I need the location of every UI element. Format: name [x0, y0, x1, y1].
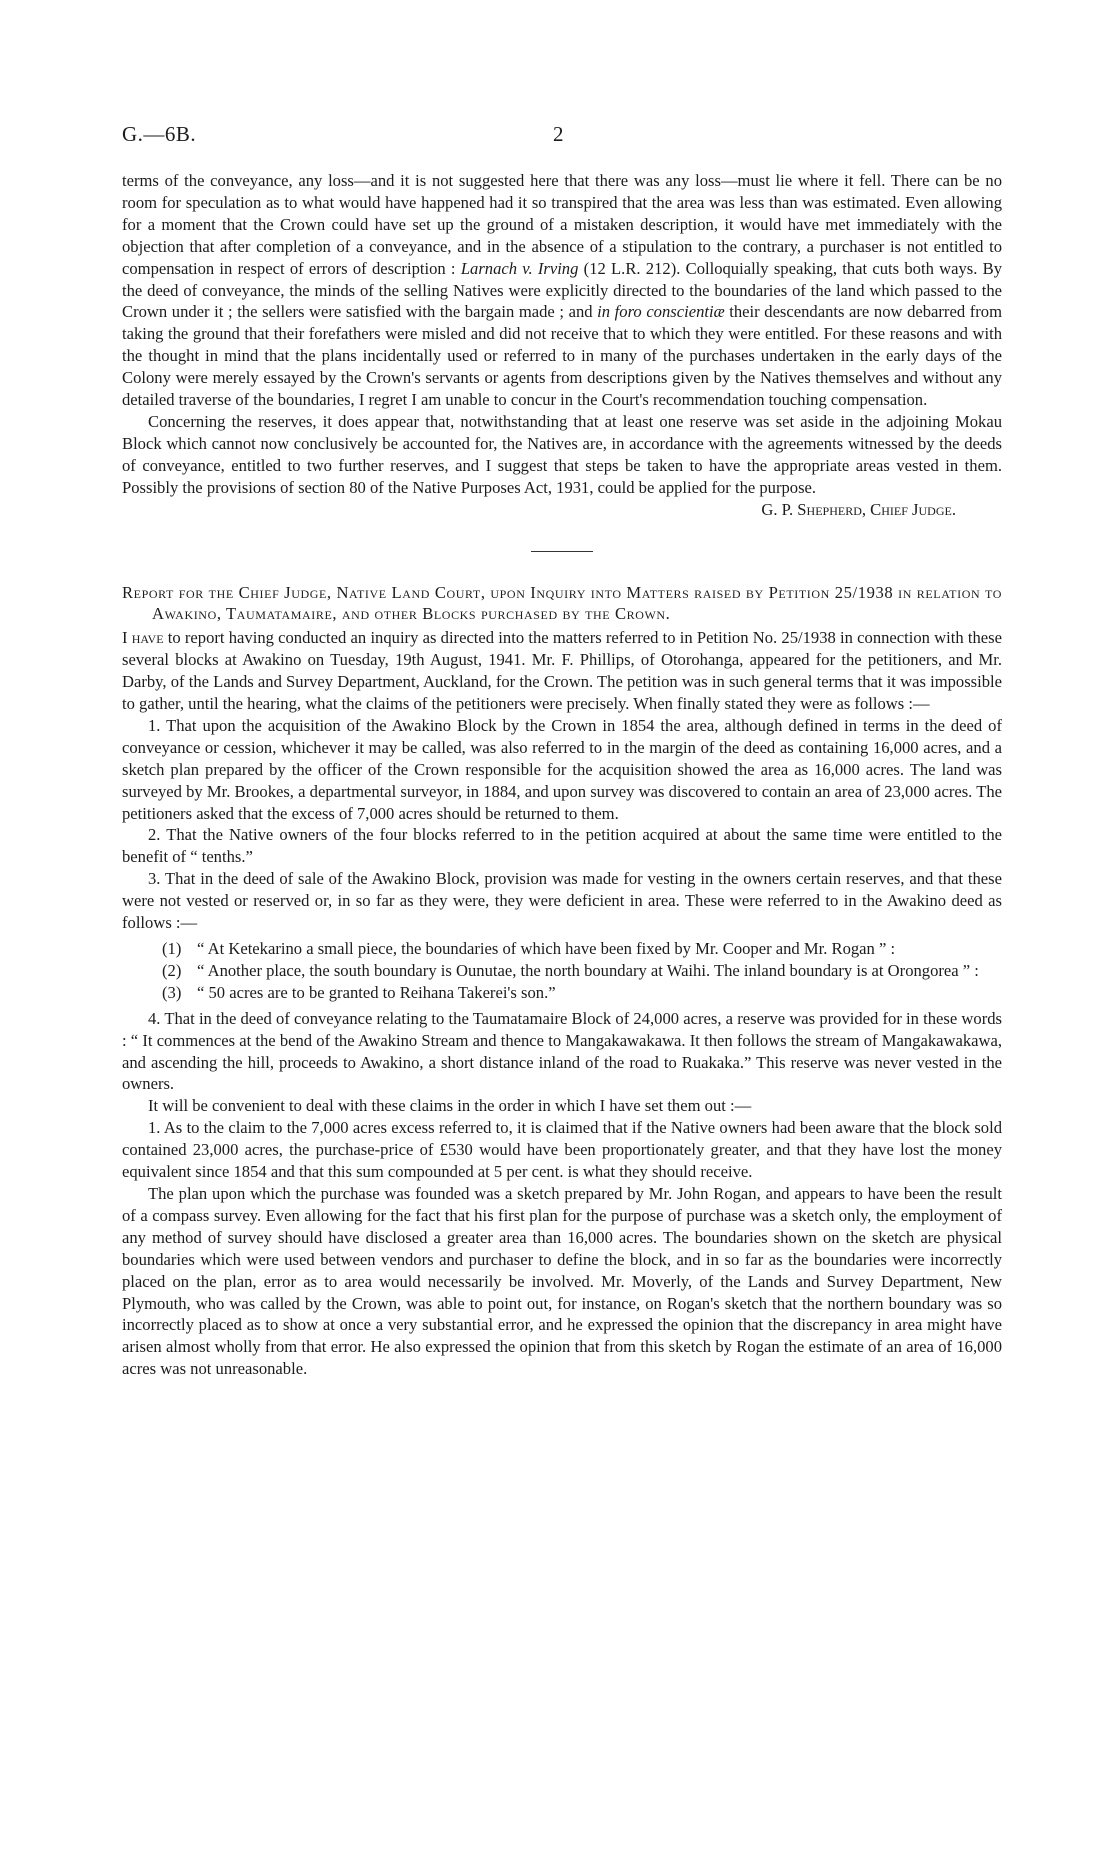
quote-item — [162, 982, 1002, 1004]
paragraph-claim-1: 1. That upon the acquisition of the Awakino Block by the Crown in 1854 the area, although defined in terms in the deed of conveyance or cession, whichever it may be called, was also referred to in the margin of the deed as containing 16,000 acres, and a sketch plan prepared by the officer of the Crown responsible for the acquisition showed the area as 16,000 acres. The land was surveyed by Mr. Brookes, a departmental surveyor, in 1884, and upon survey was discovered to contain an area of 23,000 acres. The petitioners asked that the excess of 7,000 acres should be returned to them. — [122, 715, 1002, 823]
paragraph-intro: I have to report having conducted an inquiry as directed into the matters referred to in Petition No. 25/1938 in connection with these several blocks at Awakino on Tuesday, 19th August, 1941. Mr. F. Phillips, of Otorohanga, appeared for the petitioners, and Mr. Darby, of the Lands and Survey Department, Auckland, for the Crown. The petition was in such general terms that it was impossible to gather, until the hearing, what the claims of the petitioners were precisely. When finally stated they were as follows :— — [122, 628, 1002, 714]
case-citation: Larnach v. Irving — [460, 258, 579, 278]
quote-text: “ At Ketekarino a small piece, the boundaries of which have been fixed by Mr. Cooper and Mr. Rogan ” : — [197, 939, 896, 958]
paragraph-plan: The plan upon which the purchase was founded was a sketch prepared by Mr. John Rogan, and appears to have been the result of a compass survey. Even allowing for the fact that his first plan for the purpose of purchase was a sketch only, the employment of any method of survey should have disclosed a greater area than 16,000 acres. The boundaries shown on the sketch are physical boundaries which were used between vendors and purchaser to define the block, and in so far as the boundaries were incorrectly placed on the plan, error as to area would necessarily be involved. Mr. Moverly, of the Lands and Survey Department, New Plymouth, who was called by the Crown, was able to point out, for instance, on Rogan's sketch that the northern boundary was so incorrectly placed as to show at once a very substantial error, and he expressed the opinion that the discrepancy in area might have arisen almost wholly from that error. He also expressed the opinion that from this sketch by Rogan the estimate of an area of 16,000 acres was not unreasonable. — [122, 1183, 1002, 1379]
paragraph-reserves: Concerning the reserves, it does appear that, notwithstanding that at least one reserve was set aside in the adjoining Mokau Block which cannot now conclusively be accounted for, the Natives are, in accordance with the agreements witnessed by the deeds of conveyance, entitled to two further reserves, and I suggest that steps be taken to have the appropriate areas vested in them. Possibly the provisions of section 80 of the Native Purposes Act, 1931, could be applied for the purpose. — [122, 411, 1002, 497]
paragraph-claim-4: 4. That in the deed of conveyance relating to the Taumatamaire Block of 24,000 acres, a reserve was provided for in these words : “ It commences at the bend of the Awakino Stream and thence to Mangakawakawa. It then follows the stream of Mangakawakawa, and ascending the hill, proceeds to Awakino, a short distance inland of the road to Ruakaka.” This reserve was never vested in the owners. — [122, 1008, 1002, 1094]
reserve-quotes — [162, 938, 1002, 1004]
quote-text: “ Another place, the south boundary is Ounutae, the north boundary at Waihi. The inland boundary is at Orongorea ” : — [197, 960, 979, 980]
intro-lead: I have — [122, 628, 164, 648]
quote-number: (3) — [162, 982, 182, 1002]
document-body — [122, 170, 1002, 1380]
quote-item — [162, 960, 1002, 982]
paragraph-answer-1: 1. As to the claim to the 7,000 acres excess referred to, it is claimed that if the Native owners had been aware that the block sold contained 23,000 acres, the purchase-price of £530 would have been proportionately greater, and that they have lost the money equivalent since 1854 and that this sum compounded at 5 per cent. is what they should receive. — [122, 1118, 1002, 1182]
section-divider — [531, 551, 593, 552]
signature: G. P. Shepherd, Chief Judge. — [761, 499, 956, 519]
report-title: Report for the Chief Judge, Native Land Court, upon Inquiry into Matters raised by Petition 25/1938 in relation to Awakino, Taumatamaire, and other Blocks purchased by the Crown. — [122, 582, 1002, 624]
paragraph-order: It will be convenient to deal with these claims in the order in which I have set them out :— — [148, 1096, 752, 1116]
paper-reference: G.—6B. — [122, 122, 197, 146]
quote-item — [162, 938, 1002, 960]
page-number: 2 — [553, 122, 564, 146]
quote-number: (1) — [162, 939, 182, 958]
paragraph-loss-conclusion: terms of the conveyance, any loss—and it is not suggested here that there was any loss—must lie where it fell. There can be no room for speculation as to what would have happened had it so transpired that the area was less than was estimated. Even allowing for a moment that the Crown could have set up the ground of a mistaken description, it would have met immediately with the objection that after completion of a conveyance, and in the absence of a stipulation to the contrary, a purchaser is not entitled to compensation in respect of errors of description : Larnach v. Irving (12 L.R. 212). Colloquially speaking, that cuts both ways. By the deed of conveyance, the minds of the selling Natives were explicitly directed to the boundaries of the land which passed to the Crown under it ; the sellers were satisfied with the bargain made ; and in foro conscientiæ their descendants are now debarred from taking the ground that their forefathers were misled and did not receive that to which they were entitled. For these reasons and with the thought in mind that the plans incidentally used or referred to in many of the purchases undertaken in the early days of the Colony were merely essayed by the Crown's servants or agents from descriptions given by the Natives themselves and without any detailed traverse of the boundaries, I regret I am unable to concur in the Court's recommendation touching compensation. — [122, 171, 1002, 410]
quote-number: (2) — [162, 960, 182, 980]
page-header — [122, 122, 1002, 152]
latin-phrase: in foro conscientiæ — [597, 302, 725, 322]
paragraph-claim-2: 2. That the Native owners of the four blocks referred to in the petition acquired at about the same time were entitled to the benefit of “ tenths.” — [122, 825, 1002, 867]
paragraph-claim-3: 3. That in the deed of sale of the Awakino Block, provision was made for vesting in the owners certain reserves, and that these were not vested or reserved or, in so far as they were, they were deficient in area. These were referred to in the Awakino deed as follows :— — [122, 869, 1002, 933]
quote-text: “ 50 acres are to be granted to Reihana Takerei's son.” — [197, 982, 556, 1002]
